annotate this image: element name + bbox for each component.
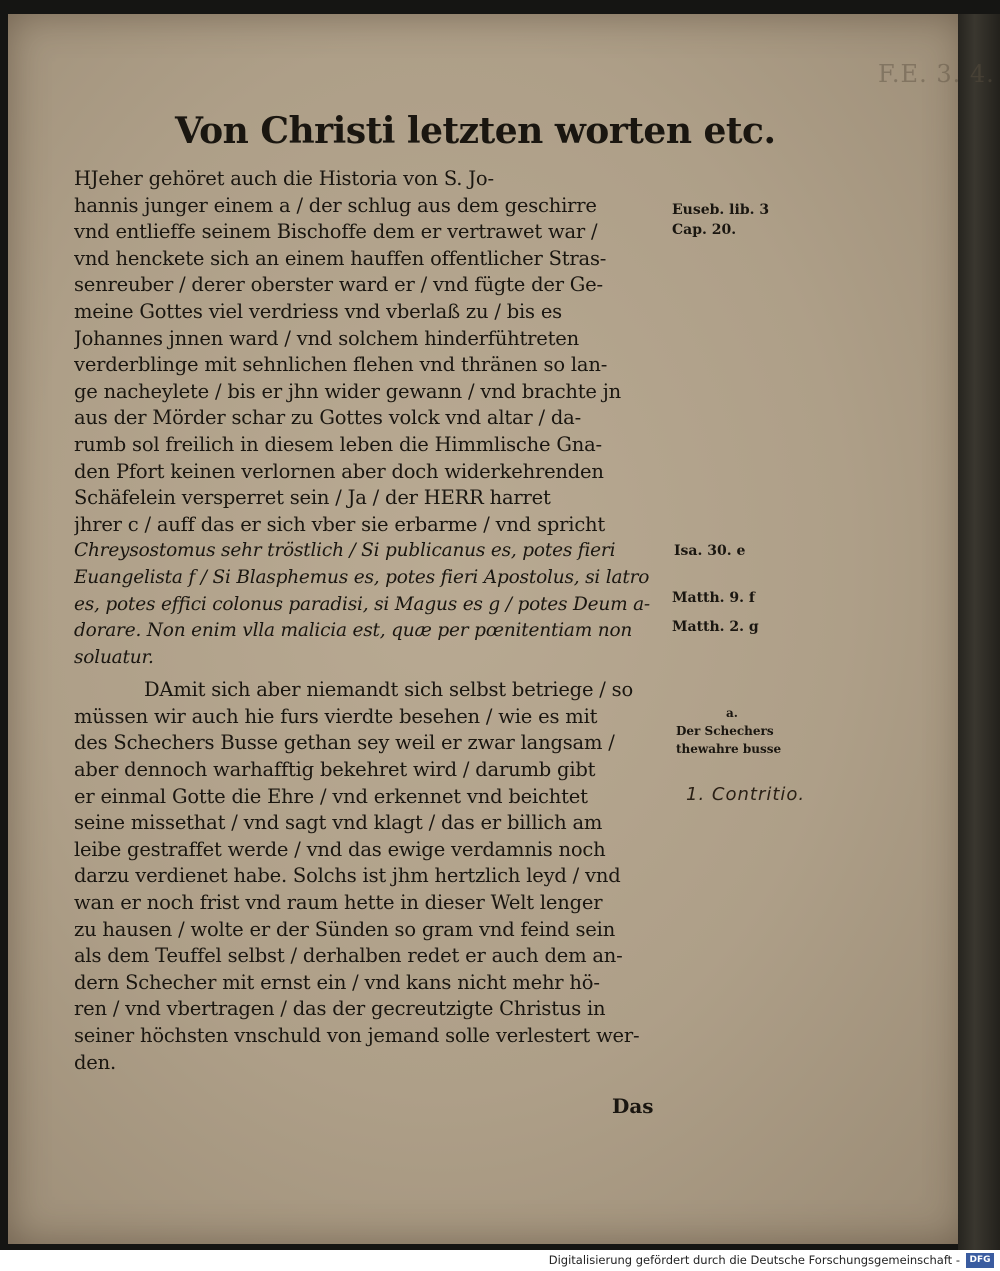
- text-line: hannis junger einem a / der schlug aus dem geschirre: [74, 193, 597, 217]
- text-line: er einmal Gotte die Ehre / vnd erkennet vnd beichtet: [74, 784, 588, 808]
- margin-note-schecher-1: Der Schechers: [676, 724, 774, 738]
- text-line: Euangelista f / Si Blasphemus es, potes fieri Apostolus, si latro: [74, 566, 650, 588]
- footer-bar: [0, 1250, 1000, 1271]
- text-line: des Schechers Busse gethan sey weil er zwar langsam /: [74, 731, 615, 755]
- text-line: jhrer c / auff das er sich vber sie erbarme / vnd spricht: [74, 512, 606, 536]
- text-line: den Pfort keinen verlornen aber doch widerkehrenden: [74, 459, 604, 483]
- text-line: ren / vnd vbertragen / das der gecreutzigte Christus in: [74, 997, 606, 1021]
- text-line: darzu verdienet habe. Solchs ist jhm hertzlich leyd / vnd: [74, 864, 621, 888]
- bleed-through-text: F.E. 3. 4.: [878, 60, 995, 88]
- margin-note-matth-2: Matth. 2. g: [672, 619, 759, 635]
- text-line: senreuber / derer oberster ward er / vnd fügte der Ge-: [74, 273, 603, 297]
- text-line: dern Schecher mit ernst ein / vnd kans nicht mehr hö-: [74, 970, 600, 994]
- page-heading: Von Christi letzten worten etc.: [175, 110, 776, 152]
- text-line: Chreysostomus sehr tröstlich / Si publicanus es, potes fieri: [74, 540, 616, 562]
- text-line: Schäfelein versperret sein / Ja / der HERR harret: [74, 486, 551, 510]
- catchword: Das: [612, 1094, 654, 1118]
- margin-note-isa: Isa. 30. e: [674, 543, 746, 559]
- handwritten-annotation: 1. Contritio.: [686, 784, 806, 805]
- text-line: meine Gottes viel verdriess vnd vberlaß zu / bis es: [74, 299, 562, 323]
- text-line: dorare. Non enim vlla malicia est, quæ per pœnitentiam non: [74, 620, 633, 642]
- text-line: leibe gestraffet werde / vnd das ewige verdamnis noch: [74, 837, 606, 861]
- footer-credit: Digitalisierung gefördert durch die Deutsche Forschungsgemeinschaft -: [548, 1253, 960, 1267]
- margin-note-matth-9: Matth. 9. f: [672, 590, 755, 606]
- dfg-logo-icon: DFG: [966, 1253, 994, 1268]
- text-line: verderblinge mit sehnlichen flehen vnd thränen so lan-: [74, 353, 608, 377]
- text-line: ge nacheylete / bis er jhn wider gewann / vnd brachte jn: [74, 379, 621, 403]
- text-line: aus der Mörder schar zu Gottes volck vnd altar / da-: [74, 406, 581, 430]
- margin-note-letter-a: a.: [726, 706, 738, 720]
- text-line: seine missethat / vnd sagt vnd klagt / das er billich am: [74, 811, 603, 835]
- text-line: rumb sol freilich in diesem leben die Himmlische Gna-: [74, 432, 602, 456]
- margin-note-schecher-2: thewahre busse: [676, 742, 782, 756]
- page-gutter: [958, 14, 1000, 1250]
- text-line: HJeher gehöret auch die Historia von S. Jo-: [74, 167, 494, 190]
- text-line: Johannes jnnen ward / vnd solchem hinderfühtreten: [74, 326, 579, 350]
- text-line: als dem Teuffel selbst / derhalben redet er auch dem an-: [74, 944, 623, 968]
- margin-note-euseb: Euseb. lib. 3: [672, 202, 770, 218]
- text-line: müssen wir auch hie furs vierdte besehen / wie es mit: [74, 704, 598, 728]
- text-line: vnd henckete sich an einem hauffen offentlicher Stras-: [74, 246, 607, 270]
- text-line: zu hausen / wolte er der Sünden so gram vnd feind sein: [74, 917, 616, 941]
- text-line: es, potes effici colonus paradisi, si Magus es g / potes Deum a-: [74, 593, 650, 615]
- margin-note-cap: Cap. 20.: [672, 222, 737, 238]
- text-line: den.: [74, 1050, 116, 1074]
- text-line: wan er noch frist vnd raum hette in dieser Welt lenger: [74, 891, 603, 915]
- text-line: DAmit sich aber niemandt sich selbst betriege / so: [144, 678, 634, 702]
- text-line: vnd entlieffe seinem Bischoffe dem er vertrawet war /: [74, 220, 598, 244]
- text-line: soluatur.: [74, 646, 154, 668]
- text-line: aber dennoch warhafftig bekehret wird / darumb gibt: [74, 758, 596, 782]
- main-text-block: [74, 166, 664, 1076]
- text-line: seiner höchsten vnschuld von jemand solle verlestert wer-: [74, 1024, 640, 1047]
